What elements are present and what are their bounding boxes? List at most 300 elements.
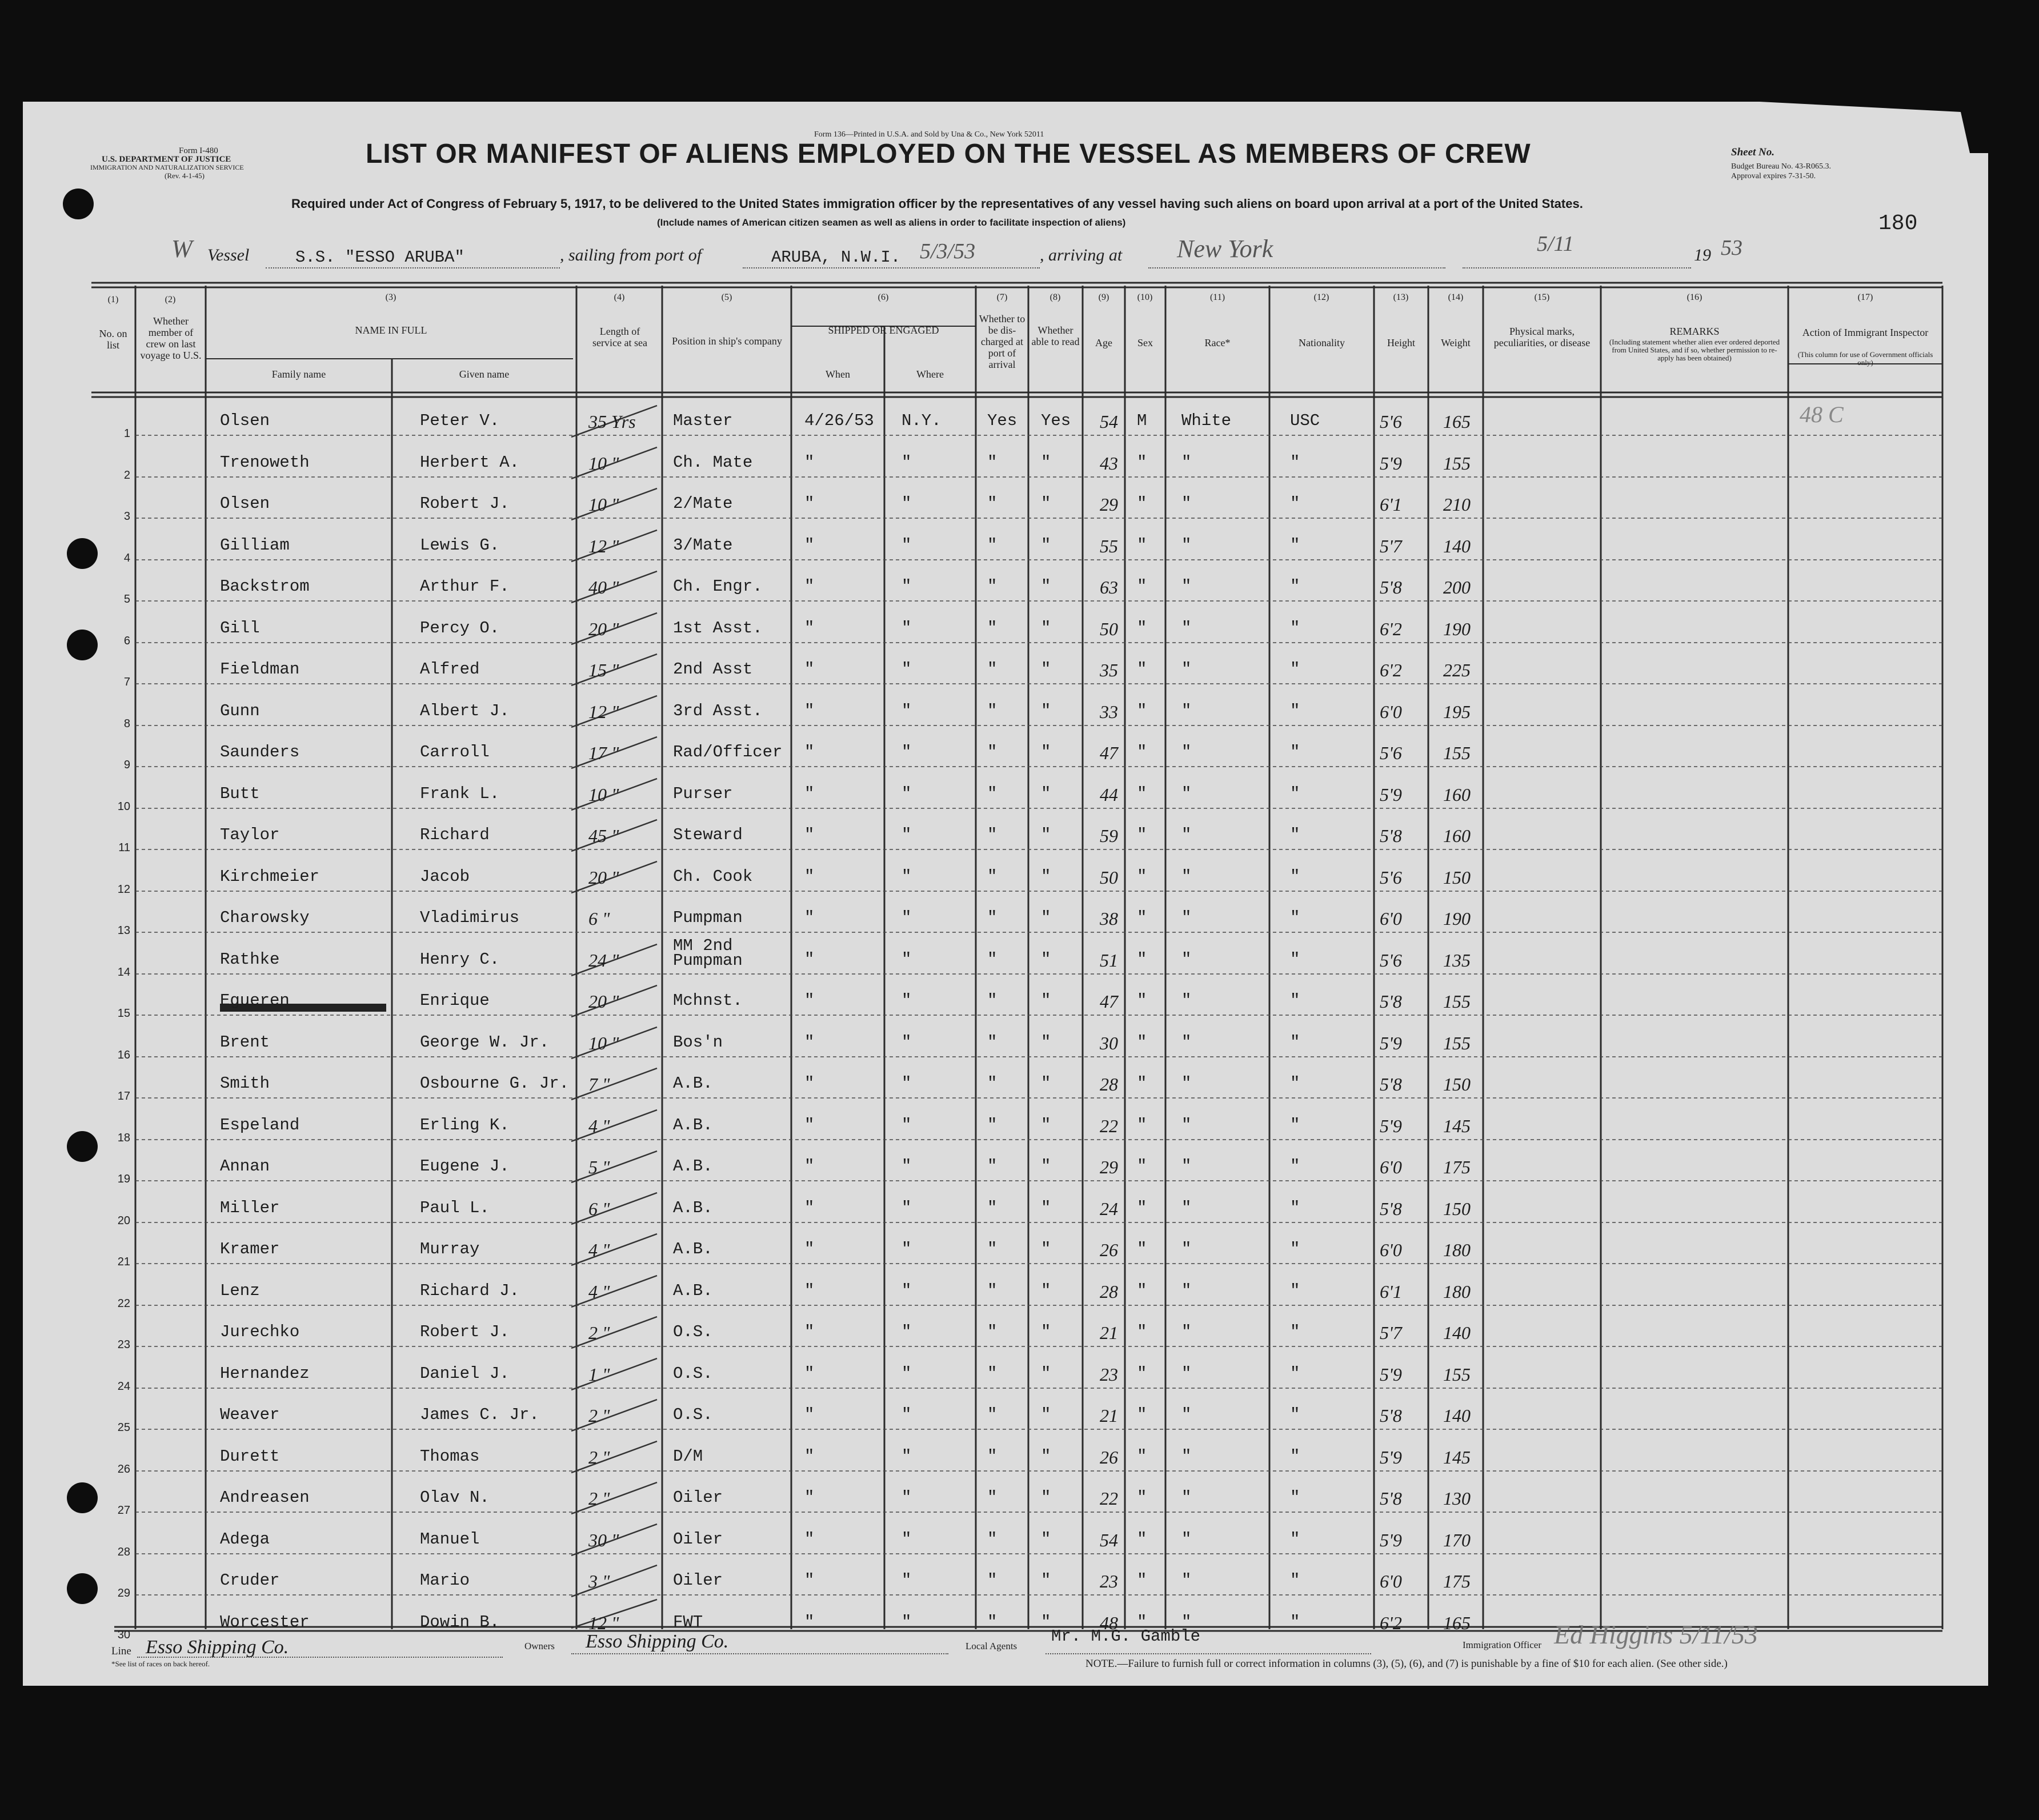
approval-expiry: Approval expires 7-31-50. <box>1731 172 1816 181</box>
department: U.S. DEPARTMENT OF JUSTICE <box>102 155 231 164</box>
cell-position: A.B. <box>673 1074 713 1093</box>
cell-when: " <box>804 1405 815 1424</box>
cell-given-name: Osbourne G. Jr. <box>420 1074 570 1093</box>
row-number: 26 <box>117 1462 130 1476</box>
cell-sex: " <box>1137 1488 1147 1507</box>
cell-service-length: 12 " <box>588 1612 619 1633</box>
cell-weight: 190 <box>1443 618 1471 639</box>
cell-family-name: Adega <box>220 1529 270 1549</box>
cell-position: A.B. <box>673 1198 713 1217</box>
races-note: *See list of races on back hereof. <box>111 1659 210 1668</box>
cell-family-name: Kramer <box>220 1240 280 1258</box>
printer-line: Form 136—Printed in U.S.A. and Sold by Una & Co., New York 52011 <box>814 130 1044 139</box>
cell-read: " <box>1041 867 1051 886</box>
cell-read: " <box>1041 1322 1051 1341</box>
row-number: 15 <box>117 1007 130 1020</box>
cell-discharged: " <box>987 535 998 555</box>
row-number: 19 <box>117 1173 130 1185</box>
cell-position: MM 2nd Pumpman <box>673 936 743 970</box>
cell-position: O.S. <box>673 1364 713 1383</box>
cell-service-length: 30 " <box>588 1529 619 1550</box>
cell-family-name: Egueren <box>220 991 290 1010</box>
cell-when: " <box>804 1529 815 1549</box>
cell-given-name: Jacob <box>420 867 470 886</box>
col-num: (9) <box>1098 292 1109 302</box>
cell-discharged: " <box>987 577 998 596</box>
row-number: 6 <box>123 634 130 647</box>
cell-when: " <box>804 908 815 927</box>
cell-family-name: Worcester <box>220 1612 310 1631</box>
cell-when: " <box>804 743 815 761</box>
cell-nationality: USC <box>1290 411 1320 430</box>
cell-sex: " <box>1137 1240 1147 1258</box>
cell-weight: 225 <box>1443 660 1471 680</box>
cell-position: FWT <box>673 1612 703 1631</box>
cell-read: " <box>1041 618 1051 638</box>
cell-position: Ch. Cook <box>673 867 753 886</box>
cell-where: " <box>902 535 912 555</box>
cell-family-name: Trenoweth <box>220 452 310 472</box>
cell-where: N.Y. <box>902 411 942 430</box>
cell-height: 6'1 <box>1380 494 1402 515</box>
cell-sex: " <box>1137 1115 1147 1135</box>
cell-family-name: Espeland <box>220 1115 300 1135</box>
cell-age: 23 <box>1100 1364 1118 1385</box>
cell-sex: " <box>1137 577 1147 596</box>
cell-family-name: Butt <box>220 784 260 803</box>
departure-date: 5/3/53 <box>920 239 976 263</box>
agents-label: Local Agents <box>966 1641 1018 1651</box>
cell-given-name: Henry C. <box>420 949 500 969</box>
cell-height: 5'9 <box>1380 1446 1402 1468</box>
cell-family-name: Olsen <box>220 494 270 513</box>
cell-family-name: Annan <box>220 1157 270 1176</box>
cell-race: White <box>1181 411 1232 430</box>
cell-position: Oiler <box>673 1571 723 1590</box>
cell-when: " <box>804 660 815 679</box>
cell-weight: 180 <box>1443 1281 1471 1302</box>
cell-position: Oiler <box>673 1488 723 1507</box>
cell-position: A.B. <box>673 1115 713 1135</box>
cell-discharged: " <box>987 1488 998 1507</box>
cell-family-name: Cruder <box>220 1571 280 1590</box>
cell-sex: " <box>1137 1446 1147 1466</box>
cell-weight: 200 <box>1443 577 1471 598</box>
cell-discharged: " <box>987 1074 998 1093</box>
cell-service-length: 6 " <box>588 908 610 929</box>
cell-nationality: " <box>1290 908 1300 927</box>
cell-sex: " <box>1137 452 1147 472</box>
col-num: (16) <box>1687 292 1702 302</box>
sailing-label: , sailing from port of <box>560 246 702 264</box>
cell-weight: 165 <box>1443 1612 1471 1633</box>
col-num: (12) <box>1313 292 1329 302</box>
cell-service-length: 2 " <box>588 1322 610 1343</box>
cell-read: Yes <box>1041 411 1071 430</box>
cell-where: " <box>902 908 912 927</box>
cell-weight: 150 <box>1443 1198 1471 1219</box>
cell-service-length: 4 " <box>588 1281 610 1302</box>
cell-given-name: Mario <box>420 1571 470 1590</box>
cell-race: " <box>1181 991 1192 1010</box>
cell-weight: 140 <box>1443 1405 1471 1426</box>
cell-read: " <box>1041 1115 1051 1135</box>
line-value: Esso Shipping Co. <box>146 1637 289 1658</box>
cell-discharged: " <box>987 1198 998 1217</box>
cell-height: 5'7 <box>1380 1322 1402 1343</box>
cell-where: " <box>902 1405 912 1424</box>
cell-sex: " <box>1137 1032 1147 1052</box>
cell-weight: 140 <box>1443 535 1471 556</box>
cell-service-length: 20 " <box>588 618 619 639</box>
cell-given-name: Alfred <box>420 660 480 679</box>
cell-age: 21 <box>1100 1405 1118 1426</box>
cell-family-name: Gunn <box>220 701 260 720</box>
cell-weight: 155 <box>1443 743 1471 763</box>
col-num: (8) <box>1049 292 1061 302</box>
cell-position: Purser <box>673 784 733 803</box>
cell-family-name: Kirchmeier <box>220 867 320 886</box>
cell-weight: 195 <box>1443 701 1471 722</box>
header-length-service: Length of service at sea <box>592 326 647 348</box>
cell-where: " <box>902 825 912 844</box>
cell-sex: " <box>1137 1074 1147 1093</box>
cell-when: " <box>804 825 815 844</box>
cell-sex: " <box>1137 535 1147 555</box>
col-num: (13) <box>1393 292 1409 302</box>
cell-position: Bos'n <box>673 1032 723 1052</box>
budget-number: Budget Bureau No. 43-R065.3. <box>1731 162 1831 171</box>
cell-read: " <box>1041 1488 1051 1507</box>
cell-nationality: " <box>1290 1198 1300 1217</box>
row-number: 9 <box>123 759 130 771</box>
cell-height: 6'0 <box>1380 1571 1402 1592</box>
cell-where: " <box>902 1446 912 1466</box>
cell-position: Pumpman <box>673 908 743 927</box>
cell-age: 21 <box>1100 1322 1118 1343</box>
cell-race: " <box>1181 908 1192 927</box>
cell-sex: " <box>1137 867 1147 886</box>
cell-position: Mchnst. <box>673 991 743 1010</box>
cell-race: " <box>1181 743 1192 761</box>
cell-read: " <box>1041 1364 1051 1383</box>
cell-given-name: George W. Jr. <box>420 1032 550 1052</box>
cell-weight: 140 <box>1443 1322 1471 1343</box>
cell-discharged: " <box>987 1032 998 1052</box>
form-number: Form I-480 <box>179 146 218 155</box>
cell-family-name: Taylor <box>220 825 280 844</box>
line-label: Line <box>111 1645 131 1657</box>
vessel-label: Vessel <box>207 246 250 264</box>
cell-height: 5'9 <box>1380 1032 1402 1053</box>
cell-read: " <box>1041 991 1051 1010</box>
header-height: Height <box>1387 337 1415 348</box>
cell-service-length: 2 " <box>588 1446 610 1468</box>
cell-age: 26 <box>1100 1446 1118 1468</box>
cell-service-length: 6 " <box>588 1198 610 1219</box>
cell-service-length: 40 " <box>588 577 619 598</box>
cell-weight: 150 <box>1443 1074 1471 1095</box>
cell-race: " <box>1181 535 1192 555</box>
cell-where: " <box>902 577 912 596</box>
cell-where: " <box>902 494 912 513</box>
header-age: Age <box>1095 337 1112 348</box>
cell-height: 6'1 <box>1380 1281 1402 1302</box>
cell-height: 6'2 <box>1380 618 1402 639</box>
cell-nationality: " <box>1290 867 1300 886</box>
cell-given-name: Arthur F. <box>420 577 510 596</box>
cell-age: 44 <box>1100 784 1118 805</box>
cell-service-length: 12 " <box>588 535 619 556</box>
cell-height: 5'6 <box>1380 743 1402 763</box>
cell-discharged: " <box>987 1281 998 1300</box>
cell-position: 1st Asst. <box>673 618 763 638</box>
cell-position: 2nd Asst <box>673 660 753 679</box>
cell-where: " <box>902 991 912 1010</box>
row-number: 23 <box>117 1338 130 1351</box>
cell-discharged: " <box>987 991 998 1010</box>
row-number: 7 <box>123 676 130 688</box>
row-number: 3 <box>123 510 130 523</box>
cell-age: 50 <box>1100 867 1118 888</box>
cell-read: " <box>1041 949 1051 969</box>
cell-family-name: Lenz <box>220 1281 260 1300</box>
cell-height: 5'6 <box>1380 411 1402 432</box>
cell-when: " <box>804 1032 815 1052</box>
cell-where: " <box>902 1032 912 1052</box>
cell-read: " <box>1041 1405 1051 1424</box>
cell-position: Rad/Officer <box>673 743 783 761</box>
cell-discharged: " <box>987 908 998 927</box>
cell-sex: " <box>1137 1612 1147 1631</box>
cell-age: 51 <box>1100 949 1118 971</box>
cell-height: 5'9 <box>1380 452 1402 474</box>
cell-discharged: " <box>987 452 998 472</box>
requirement-text: Required under Act of Congress of February 5, 1917, to be delivered to the United States immigration officer by the representatives of any vessel having such aliens on board upon arrival at a port of the United States. <box>291 197 1583 211</box>
cell-race: " <box>1181 825 1192 844</box>
cell-position: O.S. <box>673 1322 713 1341</box>
cell-given-name: Enrique <box>420 991 490 1010</box>
margin-mark: W <box>171 235 193 263</box>
cell-age: 54 <box>1100 411 1118 432</box>
cell-position: Ch. Mate <box>673 452 753 472</box>
header-remarks: REMARKS <box>1669 326 1720 337</box>
cell-weight: 145 <box>1443 1446 1471 1468</box>
cell-discharged: " <box>987 1157 998 1176</box>
cell-family-name: Charowsky <box>220 908 310 927</box>
header-action: Action of Immigrant Inspector <box>1802 327 1929 338</box>
cell-height: 5'8 <box>1380 991 1402 1012</box>
cell-height: 6'0 <box>1380 908 1402 929</box>
cell-weight: 155 <box>1443 1032 1471 1053</box>
cell-weight: 180 <box>1443 1240 1471 1260</box>
cell-read: " <box>1041 908 1051 927</box>
cell-read: " <box>1041 660 1051 679</box>
cell-weight: 155 <box>1443 991 1471 1012</box>
cell-weight: 130 <box>1443 1488 1471 1509</box>
cell-read: " <box>1041 1032 1051 1052</box>
cell-height: 5'8 <box>1380 1488 1402 1509</box>
cell-nationality: " <box>1290 743 1300 761</box>
row-number: 27 <box>117 1504 130 1517</box>
cell-service-length: 24 " <box>588 949 619 971</box>
cell-sex: " <box>1137 1571 1147 1590</box>
cell-race: " <box>1181 701 1192 720</box>
cell-when: " <box>804 1571 815 1590</box>
cell-family-name: Fieldman <box>220 660 300 679</box>
cell-height: 6'0 <box>1380 1240 1402 1260</box>
cell-service-length: 12 " <box>588 701 619 722</box>
cell-position: A.B. <box>673 1157 713 1176</box>
cell-sex: " <box>1137 743 1147 761</box>
cell-when: " <box>804 1612 815 1631</box>
cell-race: " <box>1181 1198 1192 1217</box>
service: IMMIGRATION AND NATURALIZATION SERVICE <box>90 163 244 171</box>
cell-given-name: Erling K. <box>420 1115 510 1135</box>
cell-nationality: " <box>1290 1281 1300 1300</box>
cell-race: " <box>1181 1405 1192 1424</box>
header-remarks-sub: (Including statement whether alien ever ordered deported from United States, and if so, whether permission to re-apply has been obtained) <box>1609 338 1780 362</box>
penalty-note: NOTE.—Failure to furnish full or correct information in columns (3), (5), (6), and (7) is punishable by a fine of $10 for each alien. (See other side.) <box>1085 1658 1728 1670</box>
cell-sex: " <box>1137 1364 1147 1383</box>
col-num: (10) <box>1137 292 1153 302</box>
cell-read: " <box>1041 825 1051 844</box>
page-number: 180 <box>1878 211 1918 236</box>
include-note: (Include names of American citizen seamen as well as aliens in order to facilitate inspection of aliens) <box>657 217 1126 228</box>
cell-given-name: Albert J. <box>420 701 510 720</box>
cell-where: " <box>902 1281 912 1300</box>
header-name: NAME IN FULL <box>355 324 427 336</box>
cell-race: " <box>1181 867 1192 886</box>
cell-sex: " <box>1137 1281 1147 1300</box>
cell-race: " <box>1181 1488 1192 1507</box>
cell-given-name: Peter V. <box>420 411 500 430</box>
cell-where: " <box>902 1322 912 1341</box>
cell-family-name: Brent <box>220 1032 270 1052</box>
header-where: Where <box>916 368 944 380</box>
cell-nationality: " <box>1290 618 1300 638</box>
cell-discharged: " <box>987 1240 998 1258</box>
cell-weight: 150 <box>1443 867 1471 888</box>
cell-read: " <box>1041 494 1051 513</box>
col-num: (7) <box>996 292 1008 302</box>
cell-family-name: Durett <box>220 1446 280 1466</box>
cell-read: " <box>1041 577 1051 596</box>
header-sex: Sex <box>1137 337 1153 348</box>
cell-nationality: " <box>1290 535 1300 555</box>
cell-age: 26 <box>1100 1240 1118 1260</box>
header-position: Position in ship's company <box>672 335 782 347</box>
header-family-name: Family name <box>271 368 326 380</box>
row-number: 29 <box>117 1587 130 1599</box>
cell-race: " <box>1181 784 1192 803</box>
cell-given-name: Percy O. <box>420 618 500 638</box>
cell-when: " <box>804 949 815 969</box>
header-nationality: Nationality <box>1299 337 1345 348</box>
cell-given-name: Olav N. <box>420 1488 490 1507</box>
cell-sex: " <box>1137 1157 1147 1176</box>
cell-sex: " <box>1137 660 1147 679</box>
cell-height: 5'8 <box>1380 1074 1402 1095</box>
cell-family-name: Miller <box>220 1198 280 1217</box>
owners-value: Esso Shipping Co. <box>586 1631 729 1652</box>
cell-race: " <box>1181 1364 1192 1383</box>
cell-sex: " <box>1137 825 1147 844</box>
header-action-sub: (This column for use of Government officials only) <box>1797 350 1933 367</box>
header-physical: Physical marks, peculiarities, or disease <box>1493 326 1591 348</box>
cell-height: 5'8 <box>1380 1405 1402 1426</box>
cell-discharged: " <box>987 1446 998 1466</box>
cell-when: " <box>804 1157 815 1176</box>
cell-when: " <box>804 494 815 513</box>
cell-service-length: 3 " <box>588 1571 610 1592</box>
cell-height: 6'0 <box>1380 1157 1402 1177</box>
cell-nationality: " <box>1290 1032 1300 1052</box>
cell-weight: 170 <box>1443 1529 1471 1550</box>
cell-height: 5'9 <box>1380 1115 1402 1136</box>
cell-service-length: 35 Yrs <box>588 411 636 432</box>
officer-label: Immigration Officer <box>1463 1639 1542 1650</box>
cell-sex: " <box>1137 991 1147 1010</box>
cell-service-length: 4 " <box>588 1240 610 1260</box>
cell-discharged: " <box>987 660 998 679</box>
cell-sex: " <box>1137 949 1147 969</box>
cell-read: " <box>1041 535 1051 555</box>
cell-given-name: Paul L. <box>420 1198 490 1217</box>
cell-read: " <box>1041 1446 1051 1466</box>
cell-read: " <box>1041 1157 1051 1176</box>
cell-nationality: " <box>1290 1571 1300 1590</box>
cell-nationality: " <box>1290 1529 1300 1549</box>
cell-race: " <box>1181 949 1192 969</box>
cell-age: 29 <box>1100 1157 1118 1177</box>
cell-age: 35 <box>1100 660 1118 680</box>
cell-where: " <box>902 1612 912 1631</box>
cell-height: 6'2 <box>1380 1612 1402 1633</box>
cell-family-name: Rathke <box>220 949 280 969</box>
header-given-name: Given name <box>459 368 510 380</box>
cell-where: " <box>902 1074 912 1093</box>
cell-service-length: 7 " <box>588 1074 610 1095</box>
col-num: (15) <box>1534 292 1550 302</box>
cell-family-name: Andreasen <box>220 1488 310 1507</box>
cell-age: 23 <box>1100 1571 1118 1592</box>
cell-family-name: Saunders <box>220 743 300 761</box>
inspector-mark: 48 C <box>1800 402 1844 427</box>
cell-race: " <box>1181 1571 1192 1590</box>
cell-when: " <box>804 1446 815 1466</box>
cell-nationality: " <box>1290 825 1300 844</box>
cell-when: " <box>804 1074 815 1093</box>
cell-sex: " <box>1137 494 1147 513</box>
cell-read: " <box>1041 1571 1051 1590</box>
cell-family-name: Olsen <box>220 411 270 430</box>
cell-height: 5'6 <box>1380 867 1402 888</box>
cell-where: " <box>902 1364 912 1383</box>
cell-nationality: " <box>1290 494 1300 513</box>
col-num: (3) <box>385 292 396 302</box>
cell-service-length: 15 " <box>588 660 619 680</box>
cell-given-name: Frank L. <box>420 784 500 803</box>
cell-height: 5'8 <box>1380 825 1402 846</box>
cell-race: " <box>1181 660 1192 679</box>
cell-nationality: " <box>1290 991 1300 1010</box>
cell-read: " <box>1041 1198 1051 1217</box>
cell-nationality: " <box>1290 1488 1300 1507</box>
cell-when: " <box>804 1322 815 1341</box>
cell-given-name: Thomas <box>420 1446 480 1466</box>
cell-age: 47 <box>1100 743 1118 763</box>
